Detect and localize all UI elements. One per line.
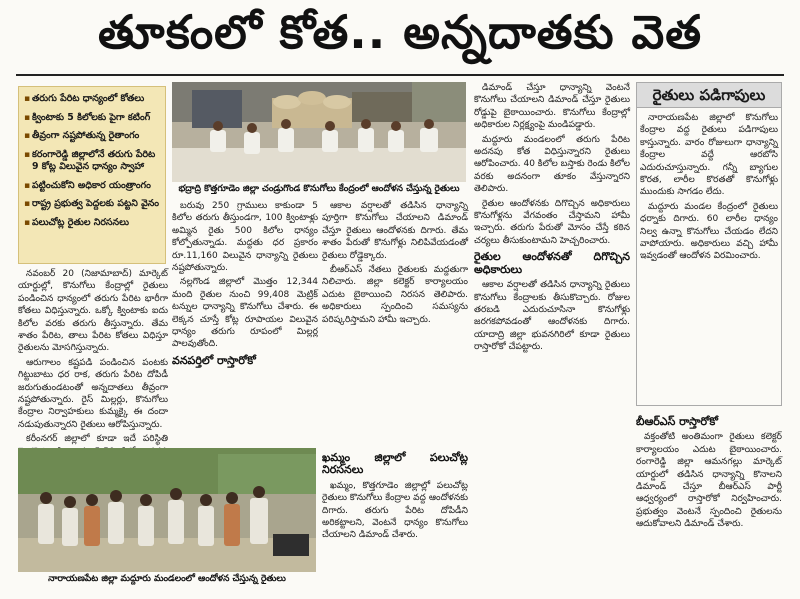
highlight-item: ▪ రాష్ట్ర ప్రభుత్వ పెద్దలకు పట్టని వైనం (24, 198, 160, 211)
sidebar-title: రైతులు పడిగాపులు (636, 82, 782, 108)
highlight-item: ▪ పలుచోట్ల రైతుల నిరసనలు (24, 217, 160, 230)
paragraph: ఆకాల వర్షాలతో తడిసిన ధాన్యాన్ని రైతులు కొనుగోలు కేంద్రాలకు తీసుకొచ్చారు. రోజుల తరబడి ఎదురుచూసినా కొనుగోళ్లు జరగకపోవడంతో ఆందోళనకు దిగారు. యాదాద్రి జిల్లా భువనగిరిలో కూడా రైతులు రాస్తారోకో చేపట్టారు. (474, 280, 630, 353)
paragraph: బరువు 250 గ్రాములు కాకుండా 5 కిలోల తరుగు తీస్తుండగా, 100 క్వింటాళ్లు అమ్మిన రైతు 500 కిలోల ధాన్యం కోల్పోతున్నాడు. మద్దతు ధర ప్రకారం రూ.11,160 విలువైన ధాన్యాన్ని రైతులు నష్టపోతున్నారు. (172, 201, 318, 274)
highlights-box (18, 86, 166, 264)
top-photo-caption: భద్రాద్రి కొత్తగూడెం జిల్లా చండ్రుగొండ కొనుగోలు కేంద్రంలో ఆందోళన చేస్తున్న రైతులు (178, 184, 460, 194)
column-2c-subhead: ఖమ్మం జిల్లాలో పలుచోట్ల నిరసనలు (322, 451, 468, 477)
sidebar-body (640, 112, 778, 402)
column-3-subhead: రైతుల ఆందోళనతో దిగొచ్చిన అధికారులు (474, 250, 630, 276)
column-2b (322, 200, 468, 444)
highlight-item: ▪ క్వింటాకు 5 కిలోలకు పైగా కటింగ్ (24, 112, 160, 125)
paragraph: వక్తంతోటి అంతిమంగా రైతులు కలెక్టర్ కార్యాలయం ఎదుట బైఠాయించారు. రంగారెడ్డి జిల్లా ఆమనగల్లు మార్కెట్ యార్డులో తడిసిన ధాన్యాన్ని కొనాలని డిమాండ్ చేస్తూ బీఆర్ఎస్ పార్టీ ఆధ్వర్యంలో రాస్తారోకో నిర్వహించారు. ప్రభుత్వం వెంటనే స్పందించి రైతులను ఆదుకోవాలని డిమాండ్ చేశారు. (636, 432, 782, 530)
paragraph: నవంబర్ 20 (నిజామాబాద్) మార్కెట్ యార్డుల్లో, కొనుగోలు కేంద్రాల్లో రైతులు పండించిన ధాన్యంలో తరుగు పేరిట భారీగా కోతలు విధిస్తున్నారు. ఒక్కో క్వింటాకు ఐదు కిలోల వరకు తరుగు తీస్తున్నారు. తేమ శాతం పేరిట, తాలు పేరిట కోతలు విధిస్తూ రైతులను మోసగిస్తున్నారు. (18, 269, 168, 354)
paragraph: డిమాండ్ చేస్తూ ధాన్యాన్ని వెంటనే కొనుగోలు చేయాలని డిమాండ్ చేస్తూ రైతులు రోడ్డుపై బైఠాయించారు. కొనుగోలు కేంద్రాల్లో అధికారుల నిర్లక్ష్యంపై మండిపడ్డారు. (474, 83, 630, 131)
column-2 (172, 200, 318, 444)
paragraph: ఆరుగాలం కష్టపడి పండించిన పంటకు గిట్టుబాటు ధర రాక, తరుగు పేరిట దోపిడీ జరుగుతుండటంతో అన్నదాతలు తీవ్రంగా నష్టపోతున్నారు. రైస్ మిల్లర్లు, కొనుగోలు కేంద్రాల నిర్వాహకులు కుమ్మక్కై ఈ దందా నడుపుతున్నారని రైతులు ఆరోపిస్తున్నారు. (18, 357, 168, 430)
paragraph: ఆకాల వర్షాలతో తడిసిన ధాన్యాన్ని పూర్తిగా కొనుగోలు చేయాలని డిమాండ్ చేస్తూ రైతులు ఆందోళనకు దిగారు. తేమ శాతం పేరుతో కొనుగోళ్లు నిలిపివేయడంతో రైతులు రోడ్డెక్కారు. (322, 201, 468, 261)
column-2c-paragraphs (322, 480, 468, 542)
column-2c (322, 448, 468, 590)
paragraph: రైతుల ఆందోళనకు దిగొచ్చిన అధికారులు కొనుగోళ్లను వేగవంతం చేస్తామని హామీ ఇచ్చారు. తరుగు పేరుతో మోసం చేస్తే కఠిన చర్యలు తీసుకుంటామని హెచ్చరించారు. (474, 198, 630, 246)
column-3 (474, 82, 630, 590)
highlight-item: ▪ తీవ్రంగా నష్టపోతున్న రైతాంగం (24, 130, 160, 143)
sidebar-paragraphs (640, 112, 778, 263)
column-3-paragraphs (474, 82, 630, 247)
headline: తూకంలో కోత.. అన్నదాతకు వెత (97, 5, 703, 59)
highlight-item: ▪ కరంగారెడ్డి జిల్లాలోనే తరుగు పేరిట 9 కోట్ల విలువైన ధాన్యం స్వాహా (24, 149, 160, 174)
highlight-item: ▪ పట్టించుకోని అధికార యంత్రాంగం (24, 180, 160, 193)
paragraph: కరీంనగర్ జిల్లాలో కూడా ఇదే పరిస్థితి (26, 434, 168, 445)
bottom-photo-caption: నారాయణపేట జిల్లా మద్దూరు మండలంలో ఆందోళన చేస్తున్న రైతులు (48, 574, 286, 584)
sidebar-extra (636, 412, 782, 590)
column-2b-paragraphs (322, 200, 468, 326)
column-3-body (474, 279, 630, 353)
highlight-item: ▪ తరుగు పేరిట ధాన్యంలో కోతలు (24, 93, 160, 106)
top-photo (172, 82, 466, 182)
top-photo-image (172, 82, 466, 182)
headline-underline (16, 74, 784, 76)
paragraph: మద్దూరు మండలంలో తరుగు పేరిట అదనపు కోత విధిస్తున్నారని రైతులు ఆరోపించారు. 40 కిలోల బస్తాకు రెండు కిలోల వరకు అదనంగా తూకం వేస్తున్నారని తెలిపారు. (474, 134, 630, 195)
sidebar-extra-paragraphs (636, 431, 782, 530)
paragraph: నల్లగొండ జిల్లాలో మొత్తం 12,344 మంది రైతుల నుంచి 99,408 మెట్రిక్ టన్నుల ధాన్యాన్ని కొనుగోలు చేశారు. ఈ లెక్కన చూస్తే కోట్ల రూపాయల విలువైన ధాన్యం తరుగు రూపంలో మిల్లర్ల పాలవుతోంది. (172, 277, 318, 350)
column-1 (18, 268, 168, 444)
bottom-photo (18, 448, 316, 572)
column-2-subhead: వనపర్తిలో రాస్తారోకో (172, 353, 256, 367)
column-2-lead (172, 200, 318, 351)
highlights-list (24, 93, 160, 229)
paragraph: ఖమ్మం, కొత్తగూడెం జిల్లాల్లో పలుచోట్ల రైతులు కొనుగోలు కేంద్రాల వద్ద ఆందోళనకు దిగారు. తరుగు పేరిట దోపిడీని అరికట్టాలని, వెంటనే ధాన్యం కొనుగోలు చేయాలని డిమాండ్ చేశారు. (322, 480, 468, 541)
bottom-photo-image (18, 448, 316, 572)
paragraph: మద్దూరు మండల కేంద్రంలో రైతులు ధర్నాకు దిగారు. 60 లారీల ధాన్యం నిల్వ ఉన్నా కొనుగోలు చేయడం లేదని వాపోయారు. అధికారులు వచ్చి హామీ ఇవ్వడంతో ఆందోళన విరమించారు. (640, 201, 778, 262)
paragraph: నారాయణపేట జిల్లాలో కొనుగోలు కేంద్రాల వద్ద రైతులు పడిగాపులు కాస్తున్నారు. వారం రోజులుగా ధాన్యాన్ని కేంద్రాల వద్దే ఆరబోసి ఎదురుచూస్తున్నారు. గన్నీ బ్యాగుల కొరత, లారీల కొరతతో కొనుగోళ్లు ముందుకు సాగడం లేదు. (640, 113, 778, 198)
paragraph: బీఆర్ఎస్ నేతలు రైతులకు మద్దతుగా నిలిచారు. జిల్లా కలెక్టర్ కార్యాలయం ఎదుట బైఠాయించి నిరసన తెలిపారు. అధికారులు స్పందించి సమస్యను పరిష్కరిస్తామని హామీ ఇచ్చారు. (322, 265, 468, 325)
sidebar-extra-head: బీఆర్ఎస్ రాస్తారోకో (636, 415, 719, 428)
